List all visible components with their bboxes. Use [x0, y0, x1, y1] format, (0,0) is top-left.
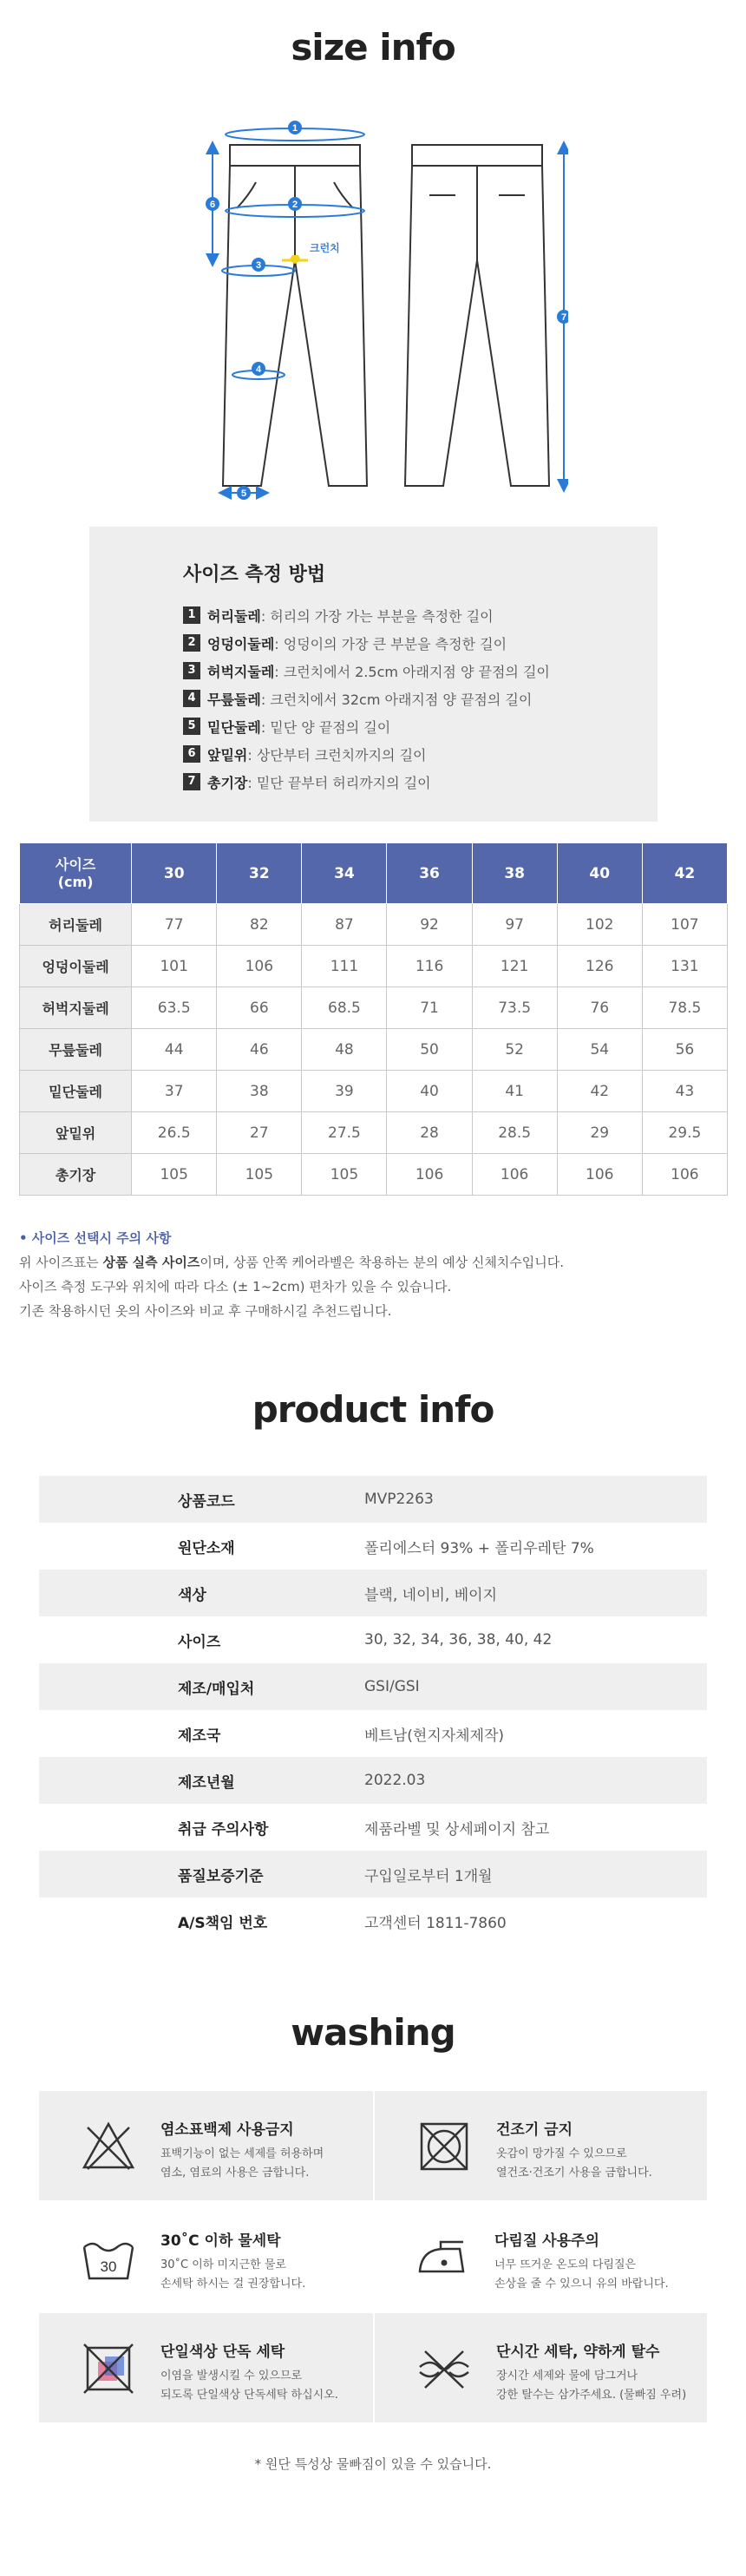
size-cell: 50 [387, 1029, 472, 1071]
size-cell: 41 [472, 1071, 557, 1112]
size-notice [19, 1226, 564, 1323]
method-item: 1 허리둘레 : 허리의 가장 가는 부분을 측정한 길이 [183, 601, 550, 629]
size-cell: 111 [302, 946, 387, 987]
method-item: 4 무릎둘레 : 크런치에서 32cm 아래지점 양 끝점의 길이 [183, 685, 550, 712]
marker-1: 1 [291, 123, 298, 134]
size-cell: 40 [387, 1071, 472, 1112]
size-col: 40 [557, 843, 642, 904]
size-cell: 38 [217, 1071, 302, 1112]
iron-caution-icon [415, 2230, 470, 2285]
size-col: 36 [387, 843, 472, 904]
size-row-label: 허벅지둘레 [20, 987, 132, 1029]
size-table-row [20, 1029, 728, 1071]
product-info-value: 구입일로부터 1개월 [364, 1867, 493, 1885]
product-info-label: A/S책임 번호 [178, 1914, 268, 1932]
size-cell: 131 [642, 946, 727, 987]
pants-diagram [195, 95, 568, 503]
product-info-value: 폴리에스터 93% + 폴리우레탄 7% [364, 1539, 594, 1557]
size-cell: 48 [302, 1029, 387, 1071]
size-cell: 63.5 [132, 987, 217, 1029]
size-col: 42 [642, 843, 727, 904]
product-info-row [39, 1616, 707, 1663]
size-table-row [20, 987, 728, 1029]
size-table [19, 842, 728, 1196]
size-cell: 29 [557, 1112, 642, 1154]
size-cell: 106 [387, 1154, 472, 1196]
product-info-row [39, 1898, 707, 1944]
product-info-label: 상품코드 [178, 1492, 235, 1511]
size-table-row [20, 904, 728, 946]
size-cell: 52 [472, 1029, 557, 1071]
size-col: 38 [472, 843, 557, 904]
product-info-label: 취급 주의사항 [178, 1820, 269, 1839]
size-cell: 66 [217, 987, 302, 1029]
product-info-label: 제조년월 [178, 1773, 235, 1792]
product-info-value: 30, 32, 34, 36, 38, 40, 42 [364, 1631, 553, 1649]
size-cell: 73.5 [472, 987, 557, 1029]
size-cell: 27 [217, 1112, 302, 1154]
size-cell: 43 [642, 1071, 727, 1112]
product-info-row [39, 1804, 707, 1851]
size-col: 32 [217, 843, 302, 904]
size-table-header [20, 843, 728, 904]
product-info-row [39, 1757, 707, 1804]
size-cell: 116 [387, 946, 472, 987]
product-info-row [39, 1663, 707, 1710]
wash-item-separate: 단일색상 단독 세탁 이염을 발생시킬 수 있으므로 되도록 단일색상 단독세탁 하십시오. [39, 2313, 373, 2422]
product-info-title: product info [252, 1388, 494, 1431]
size-cell: 87 [302, 904, 387, 946]
wash-30-icon [81, 2230, 136, 2285]
wash-item-no-wring: 단시간 세탁, 약하게 탈수 장시간 세제와 물에 담그거나 강한 탈수는 삼가주세요. (물빠짐 우려) [373, 2313, 707, 2422]
size-cell: 68.5 [302, 987, 387, 1029]
size-cell: 28 [387, 1112, 472, 1154]
size-cell: 76 [557, 987, 642, 1029]
size-cell: 106 [557, 1154, 642, 1196]
size-cell: 37 [132, 1071, 217, 1112]
method-item: 7 총기장 : 밑단 끝부터 허리까지의 길이 [183, 768, 550, 796]
product-info-value: 고객센터 1811-7860 [364, 1914, 507, 1932]
marker-3: 3 [255, 260, 262, 271]
notice-heading: • 사이즈 선택시 주의 사항 [19, 1230, 172, 1246]
crotch-label: 크런치 [310, 242, 340, 254]
product-info-row [39, 1476, 707, 1523]
size-cell: 126 [557, 946, 642, 987]
product-info-label: 품질보증기준 [178, 1867, 264, 1885]
size-table-row [20, 1112, 728, 1154]
product-info-value: GSI/GSI [364, 1678, 420, 1695]
no-tumble-dry-icon [416, 2119, 472, 2174]
size-cell: 106 [642, 1154, 727, 1196]
washing-title: washing [291, 2011, 455, 2054]
front-pants [223, 145, 367, 486]
size-cell: 77 [132, 904, 217, 946]
wash-item-30c: 30 30˚C 이하 물세탁 30˚C 이하 미지근한 물로 손세탁 하시는 걸 권장합니다. [39, 2202, 373, 2311]
method-item: 2 엉덩이둘레 : 엉덩이의 가장 큰 부분을 측정한 길이 [183, 629, 550, 657]
product-info-value: 베트남(현지자체제작) [364, 1727, 505, 1745]
wash-item-no-bleach: 염소표백제 사용금지 표백기능이 없는 세제를 허용하며 염소, 염료의 사용은 금합니다. [39, 2091, 373, 2200]
product-info-table [39, 1476, 707, 1944]
size-col: 34 [302, 843, 387, 904]
product-info-value: 2022.03 [364, 1772, 426, 1789]
size-row-label: 밑단둘레 [20, 1071, 132, 1112]
method-item: 5 밑단둘레 : 밑단 양 끝점의 길이 [183, 712, 550, 740]
size-row-label: 앞밑위 [20, 1112, 132, 1154]
size-cell: 28.5 [472, 1112, 557, 1154]
size-cell: 78.5 [642, 987, 727, 1029]
wash-item-no-dryer: 건조기 금지 옷감이 망가질 수 있으므로 열건조·건조기 사용을 금합니다. [373, 2091, 707, 2200]
svg-text:30: 30 [100, 2258, 117, 2275]
back-pants [405, 145, 549, 486]
method-item: 6 앞밑위 : 상단부터 크런치까지의 길이 [183, 740, 550, 768]
size-table-row [20, 946, 728, 987]
wash-item-iron: 다림질 사용주의 너무 뜨거운 온도의 다림질은 손상을 줄 수 있으니 유의 바랍니다. [373, 2202, 707, 2311]
size-cell: 106 [217, 946, 302, 987]
notice-line: 기존 착용하시던 옷의 사이즈와 비교 후 구매하시길 추천드립니다. [19, 1303, 392, 1319]
notice-line: 위 사이즈표는 상품 실측 사이즈이며, 상품 안쪽 케어라벨은 착용하는 분의 예상 신체치수입니다. [19, 1255, 565, 1270]
product-info-value: 블랙, 네이비, 베이지 [364, 1586, 497, 1604]
size-cell: 92 [387, 904, 472, 946]
product-info-row [39, 1570, 707, 1616]
size-row-label: 허리둘레 [20, 904, 132, 946]
product-info-row [39, 1851, 707, 1898]
size-cell: 82 [217, 904, 302, 946]
marker-7: 7 [560, 312, 567, 323]
size-cell: 29.5 [642, 1112, 727, 1154]
marker-4: 4 [255, 364, 262, 375]
size-cell: 105 [302, 1154, 387, 1196]
size-row-label: 무릎둘레 [20, 1029, 132, 1071]
measure-method-title: 사이즈 측정 방법 [183, 564, 326, 586]
marker-2: 2 [291, 200, 298, 210]
size-cell: 46 [217, 1029, 302, 1071]
size-cell: 39 [302, 1071, 387, 1112]
size-cell: 102 [557, 904, 642, 946]
size-cell: 106 [472, 1154, 557, 1196]
size-row-label: 엉덩이둘레 [20, 946, 132, 987]
size-header-label: 사이즈 (cm) [20, 843, 132, 904]
marker-6: 6 [209, 200, 216, 210]
product-info-label: 제조/매입처 [178, 1680, 255, 1698]
product-info-label: 제조국 [178, 1727, 221, 1745]
size-cell: 71 [387, 987, 472, 1029]
size-cell: 107 [642, 904, 727, 946]
size-cell: 26.5 [132, 1112, 217, 1154]
size-info-title: size info [291, 26, 455, 69]
product-info-row [39, 1710, 707, 1757]
separate-wash-icon [81, 2341, 136, 2396]
no-wring-icon [416, 2341, 472, 2396]
size-cell: 121 [472, 946, 557, 987]
size-cell: 54 [557, 1029, 642, 1071]
size-cell: 97 [472, 904, 557, 946]
marker-5: 5 [240, 488, 247, 499]
measure-method-box [89, 527, 658, 822]
size-cell: 44 [132, 1029, 217, 1071]
product-info-row [39, 1523, 707, 1570]
size-cell: 101 [132, 946, 217, 987]
product-info-label: 사이즈 [178, 1633, 221, 1651]
size-cell: 105 [132, 1154, 217, 1196]
size-cell: 56 [642, 1029, 727, 1071]
size-row-label: 총기장 [20, 1154, 132, 1196]
size-cell: 27.5 [302, 1112, 387, 1154]
product-info-label: 원단소재 [178, 1539, 235, 1557]
notice-line: 사이즈 측정 도구와 위치에 따라 다소 (± 1~2cm) 편차가 있을 수 있습니다. [19, 1279, 452, 1295]
product-info-value: MVP2263 [364, 1491, 434, 1508]
washing-note: * 원단 특성상 물빠짐이 있을 수 있습니다. [254, 2456, 492, 2472]
product-info-label: 색상 [178, 1586, 206, 1604]
no-bleach-icon [81, 2119, 136, 2174]
size-table-row [20, 1071, 728, 1112]
measure-method-list [183, 601, 550, 796]
size-table-row [20, 1154, 728, 1196]
size-cell: 105 [217, 1154, 302, 1196]
size-col: 30 [132, 843, 217, 904]
size-cell: 42 [557, 1071, 642, 1112]
method-item: 3 허벅지둘레 : 크런치에서 2.5cm 아래지점 양 끝점의 길이 [183, 657, 550, 685]
product-info-value: 제품라벨 및 상세페이지 참고 [364, 1820, 550, 1839]
